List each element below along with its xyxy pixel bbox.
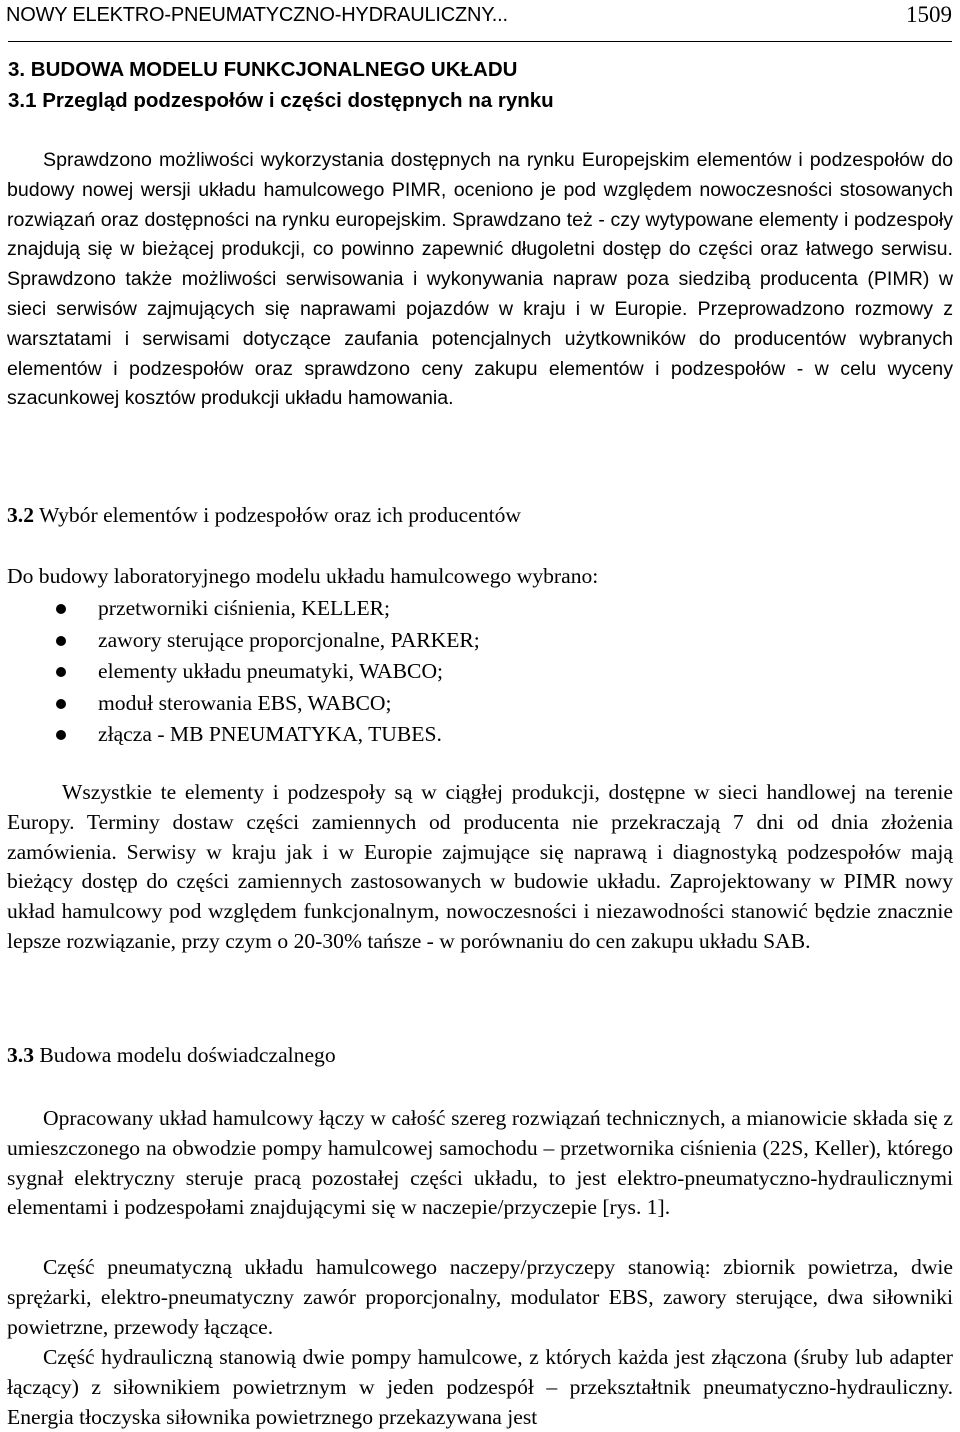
paragraph-3-2: Wszystkie te elementy i podzespoły są w ciągłej produkcji, dostępne w sieci handlowej na terenie Europy. Terminy dostaw części zamiennych od producenta nie przekraczają 7 dni od dnia złożenia zamówienia. Serwisy w kraju jak i w Europie zajmujące się naprawą i diagnostyką podzespołów mają bieżący dostęp do części zamiennych zastosowanych w budowie układu. Zaprojektowany w PIMR nowy układ hamulcowy pod względem funkcjonalnym, nowoczesności i niezawodności stanowić będzie znacznie lepsze rozwiązanie, przy czym o 20-30% tańsze - w porównaniu do cen zakupu układu SAB. [7, 780, 953, 953]
list-item: złącza - MB PNEUMATYKA, TUBES. [0, 719, 960, 751]
paragraph-3-3-b: Część pneumatyczną układu hamulcowego naczepy/przyczepy stanowią: zbiornik powietrza, dwie sprężarki, elektro-pneumatyczny zawór proporcjonalny, modulator EBS, zawory sterujące, dwa siłowniki powietrzne, przewody łączące. [7, 1255, 953, 1339]
component-list [0, 593, 960, 751]
list-item: moduł sterowania EBS, WABCO; [0, 688, 960, 720]
list-item: elementy układu pneumatyki, WABCO; [0, 656, 960, 688]
bullet-icon [56, 667, 66, 677]
selection-intro: Do budowy laboratoryjnego modelu układu hamulcowego wybrano: [7, 564, 599, 588]
paragraph-3-3-c: Część hydrauliczną stanowią dwie pompy hamulcowe, z których każda jest złączona (śruby lub adapter łączący) z siłownikiem powietrznym w jeden podzespół – przekształtnik pneumatyczno-hydrauliczny. Energia tłoczyska siłownika powietrznego przekazywana jest [7, 1345, 953, 1429]
paragraph-3-3-a: Opracowany układ hamulcowy łączy w całość szereg rozwiązań technicznych, a mianowicie składa się z umieszczonego na obwodzie pompy hamulcowej samochodu – przetwornika ciśnienia (22S, Keller), którego sygnał elektryczny steruje pracą pozostałej części układu, to jest elektro-pneumatyczno-hydraulicznymi elementami i podzespołami znajdującymi się w naczepie/przyczepie [rys. 1]. [7, 1106, 953, 1220]
subsection-number-3-3: 3.3 [7, 1043, 34, 1067]
section-title: 3. BUDOWA MODELU FUNKCJONALNEGO UKŁADU [8, 58, 518, 81]
bullet-icon [56, 604, 66, 614]
bullet-icon [56, 636, 66, 646]
subsection-title-3-3 [7, 1043, 336, 1068]
running-title: NOWY ELEKTRO-PNEUMATYCZNO-HYDRAULICZNY... [6, 4, 508, 26]
bullet-icon [56, 699, 66, 709]
subsection-title-3-1: 3.1 Przegląd podzespołów i części dostępnych na rynku [8, 89, 554, 112]
bullet-icon [56, 730, 66, 740]
running-header [6, 0, 952, 30]
subsection-label-3-3: Budowa modelu doświadczalnego [34, 1043, 336, 1067]
subsection-title-3-2 [7, 503, 521, 528]
header-rule [8, 41, 952, 42]
subsection-label-3-2: Wybór elementów i podzespołów oraz ich producentów [34, 503, 522, 527]
paragraph-3-1: Sprawdzono możliwości wykorzystania dostępnych na rynku Europejskim elementów i podzespołów do budowy nowej wersji układu hamulcowego PIMR, oceniono je pod względem nowoczesności stosowanych rozwiązań oraz dostępności na rynku europejskim. Sprawdzano też - czy wytypowane elementy i podzespoły znajdują się w bieżącej produkcji, co powinno zapewnić długoletni dostęp do części oraz łatwego serwisu. Sprawdzono także możliwości serwisowania i wykonywania napraw poza siedzibą producenta (PIMR) w sieci serwisów zajmujących się naprawami pojazdów w kraju i w Europie. Przeprowadzono rozmowy z warsztatami i serwisami dotyczące zaufania potencjalnych użytkowników do producentów wybranych elementów i podzespołów oraz sprawdzono ceny zakupu elementów i podzespołów - w celu wyceny szacunkowej kosztów produkcji układu hamowania. [7, 149, 953, 410]
list-item: przetworniki ciśnienia, KELLER; [0, 593, 960, 625]
page-number: 1509 [906, 2, 952, 27]
list-item: zawory sterujące proporcjonalne, PARKER; [0, 625, 960, 657]
subsection-number-3-2: 3.2 [7, 503, 34, 527]
